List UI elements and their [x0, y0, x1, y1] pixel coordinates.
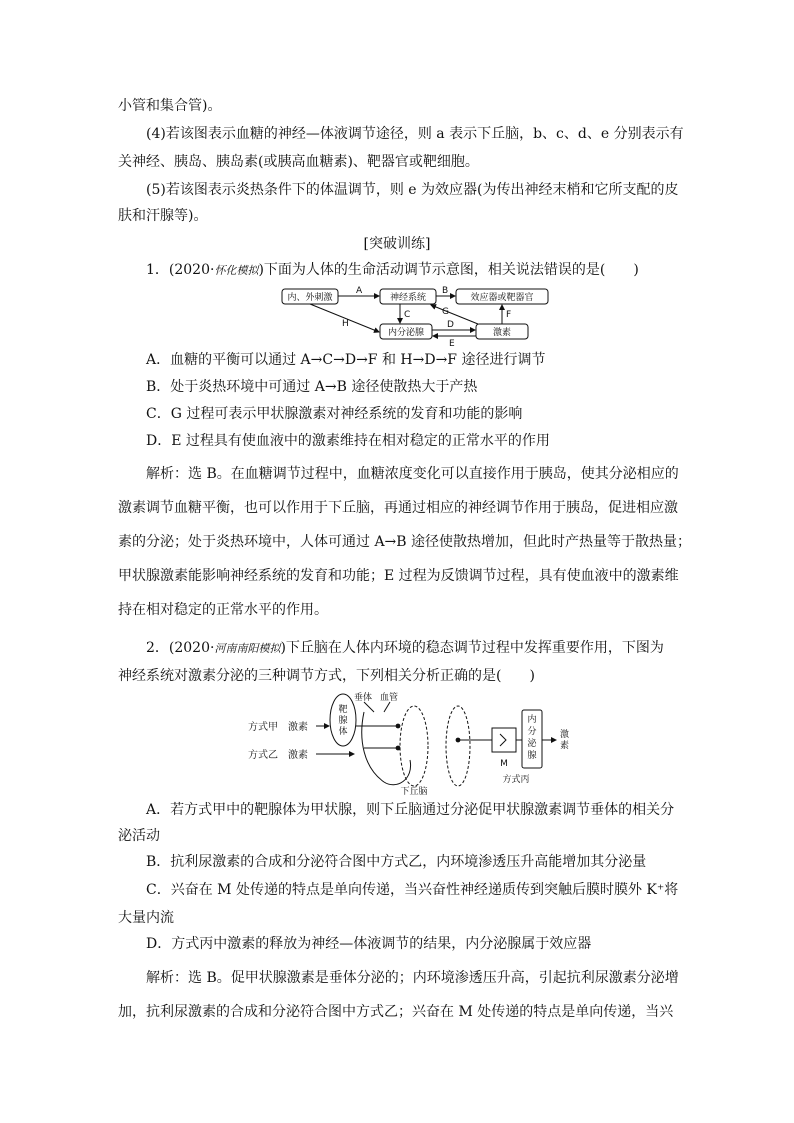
- label-mode-b: 方式乙: [248, 750, 278, 761]
- q2-diagram: [246, 690, 586, 796]
- q2-option-c-cont: 大量内流: [118, 910, 174, 926]
- q2-number: 2．(2020·: [146, 640, 215, 656]
- q1-analysis-line: 甲状腺激素能影响神经系统的发育和功能；E 过程为反馈调节过程，具有使血液中的激素维: [118, 568, 679, 584]
- label-pituitary: 垂体: [354, 693, 373, 703]
- endocrine-char: 内: [527, 715, 537, 725]
- paragraph-4-cont: 关神经、胰岛、胰岛素(或胰高血糖素)、靶器官或靶细胞。: [118, 154, 479, 170]
- section-title: [突破训练]: [363, 236, 431, 252]
- label-f: F: [506, 310, 512, 320]
- paragraph-5-cont: 肤和汗腺等)。: [118, 208, 208, 224]
- label-h: H: [342, 319, 349, 329]
- text-line: 小管和集合管)。: [118, 98, 222, 114]
- node-hormone: 激素: [492, 328, 512, 338]
- m-box: [492, 728, 516, 752]
- neuron-dot: [396, 746, 401, 751]
- target-gland-char: 腺: [338, 716, 348, 726]
- label-c: C: [404, 310, 411, 320]
- paragraph-4: (4)若该图表示血糖的神经—体液调节途径，则 a 表示下丘脑，b、c、d、e 分别表示有: [146, 126, 684, 142]
- q1-analysis-line: 持在相对稳定的正常水平的作用。: [118, 602, 328, 618]
- q1-source: 怀化模拟: [214, 264, 259, 277]
- q2-analysis-line: 加，抗利尿激素的合成和分泌符合图中方式乙；兴奋在 M 处传递的特点是单向传递，当兴: [118, 1004, 674, 1020]
- hypothalamus-ellipse-right: [446, 706, 470, 786]
- target-gland-char: 体: [338, 727, 348, 737]
- label-a: A: [356, 286, 363, 296]
- label-mode-c: 方式丙: [502, 775, 530, 785]
- q1-analysis-line: 素的分泌；处于炎热环境中，人体可通过 A→B 途径使散热增加，但此时产热量等于散热量；: [118, 534, 692, 550]
- hypothalamus-ellipse-left: [400, 706, 428, 786]
- node-effector: 效应器或靶器官: [470, 293, 534, 303]
- q1-option-c: C．G 过程可表示甲状腺激素对神经系统的发育和功能的影响: [146, 406, 523, 422]
- q2-source: 河南南阳模拟: [214, 642, 281, 655]
- paragraph-5: (5)若该图表示炎热条件下的体温调节，则 e 为效应器(为传出神经末梢和它所支配的皮: [146, 182, 679, 198]
- label-mode-a: 方式甲: [248, 722, 278, 733]
- neuron-dot: [456, 738, 461, 743]
- q1-option-d: D．E 过程具有使血液中的激素维持在相对稳定的正常水平的作用: [146, 433, 550, 449]
- out-hormone-char: 素: [560, 741, 570, 751]
- q2-stem-cont: 神经系统对激素分泌的三种调节方式，下列相关分析正确的是( ): [118, 668, 535, 684]
- out-hormone-char: 激: [560, 730, 570, 740]
- label-hormone-b: 激素: [288, 750, 308, 761]
- q2-analysis-line: 解析：选 B。促甲状腺激素是垂体分泌的；内环境渗透压升高，引起抗利尿激素分泌增: [146, 970, 679, 986]
- neuron-dot: [396, 724, 401, 729]
- q2-stem: [146, 638, 706, 659]
- endocrine-char: 腺: [527, 751, 537, 761]
- q1-option-b: B．处于炎热环境中可通过 A→B 途径使散热大于产热: [146, 379, 478, 395]
- node-nervous-system: 神经系统: [389, 293, 427, 303]
- label-d: D: [447, 320, 454, 330]
- q2-option-c: C．兴奋在 M 处传递的特点是单向传递，当兴奋性神经递质传到突触后膜时膜外 K⁺将: [146, 882, 679, 898]
- q1-option-a: A．血糖的平衡可以通过 A→C→D→F 和 H→D→F 途径进行调节: [146, 352, 546, 368]
- q1-analysis-line: 解析：选 B。在血糖调节过程中，血糖浓度变化可以直接作用于胰岛，使其分泌相应的: [146, 466, 679, 482]
- target-gland-char: 靶: [338, 705, 348, 715]
- pituitary-pointer: [364, 702, 374, 712]
- q1-analysis-line: 激素调节血糖平衡，也可以作用于下丘脑，再通过相应的神经调节作用于胰岛，促进相应激: [118, 500, 678, 516]
- q2-option-a-cont: 泌活动: [118, 828, 160, 844]
- q1-number: 1．(2020·: [146, 262, 215, 278]
- q2-option-b: B．抗利尿激素的合成和分泌符合图中方式乙，内环境渗透压升高能增加其分泌量: [146, 854, 647, 870]
- q2-stem-text: )下丘脑在人体内环境的稳态调节过程中发挥重要作用，下图为: [280, 640, 664, 656]
- label-e: E: [449, 339, 455, 348]
- vessel-pointer: [384, 702, 390, 712]
- q2-option-a: A．若方式甲中的靶腺体为甲状腺，则下丘脑通过分泌促甲状腺激素调节垂体的相关分: [146, 802, 675, 818]
- label-m: M: [500, 759, 508, 769]
- label-b: B: [442, 286, 449, 296]
- q1-stem-text: )下面为人体的生命活动调节示意图，相关说法错误的是( ): [258, 262, 639, 278]
- node-endocrine: 内分泌腺: [387, 328, 425, 338]
- label-hormone-a: 激素: [288, 722, 308, 733]
- node-stimulus: 内、外刺激: [287, 293, 333, 303]
- label-g: G: [442, 307, 449, 317]
- q2-option-d: D．方式丙中激素的释放为神经—体液调节的结果，内分泌腺属于效应器: [146, 936, 592, 952]
- endocrine-char: 分: [527, 727, 537, 737]
- endocrine-char: 泌: [527, 739, 537, 749]
- label-vessel: 血管: [380, 693, 399, 703]
- q1-diagram: [270, 284, 560, 348]
- label-hypothalamus: 下丘脑: [400, 787, 428, 796]
- synapse-mark: [500, 734, 506, 746]
- arrow-g: [431, 305, 478, 324]
- q1-stem: [146, 260, 706, 281]
